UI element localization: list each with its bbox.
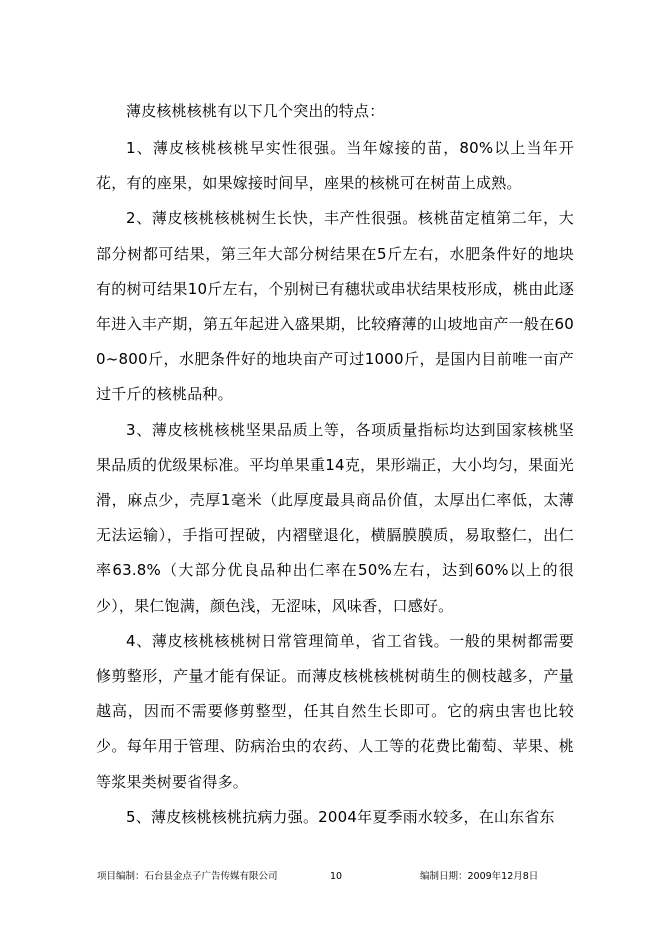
paragraph-4: 4、薄皮核桃核桃树日常管理简单，省工省钱。一般的果树都需要修剪整形，产量才能有保证。而薄皮核桃核桃树萌生的侧枝越多，产量越高，因而不需要修剪整型，任其自然生长即可。它的病虫害也比较少。每年用于管理、防病治虫的农药、人工等的花费比葡萄、苹果、桃等浆果类树要省得多。 — [96, 631, 574, 791]
paragraph-1: 1、薄皮核桃核桃早实性很强。当年嫁接的苗，80%以上当年开花，有的座果，如果嫁接时间早，座果的核桃可在树苗上成熟。 — [96, 139, 574, 193]
paragraph-2: 2、薄皮核桃核桃树生长快，丰产性很强。核桃苗定植第二年，大部分树都可结果，第三年大部分树结果在5斤左右，水肥条件好的地块有的树可结果10斤左右，个别树已有穗状或串状结果枝形成，桃由此逐年进入丰产期，第五年起进入盛果期，比较瘠薄的山坡地亩产一般在600~800斤，水肥条件好的地块亩产可过1000斤，是国内目前唯一亩产过千斤的核桃品种。 — [96, 209, 574, 404]
intro-paragraph: 薄皮核桃核桃有以下几个突出的特点： — [126, 102, 385, 120]
footer-date: 编制日期：2009年12月8日 — [420, 871, 539, 882]
footer-editor: 项目编制：石台县金点子广告传媒有限公司 — [97, 871, 278, 882]
paragraph-3: 3、薄皮核桃核桃坚果品质上等，各项质量指标均达到国家核桃坚果品质的优级果标准。平均单果重14克，果形端正，大小均匀，果面光滑，麻点少，壳厚1毫米（此厚度最具商品价值，太厚出仁率低，太薄无法运输），手指可捏破，内褶壁退化，横膈膜膜质，易取整仁，出仁率63.8%（大部分优良品种出仁率在50%左右，达到60%以上的很少），果仁饱满，颜色浅，无涩味，风味香，口感好。 — [96, 420, 574, 615]
paragraph-5: 5、薄皮核桃核桃抗病力强。2004年夏季雨水较多，在山东省东 — [126, 807, 555, 826]
page-footer — [97, 869, 567, 885]
document-body — [96, 95, 574, 835]
footer-page-number: 10 — [330, 871, 343, 882]
